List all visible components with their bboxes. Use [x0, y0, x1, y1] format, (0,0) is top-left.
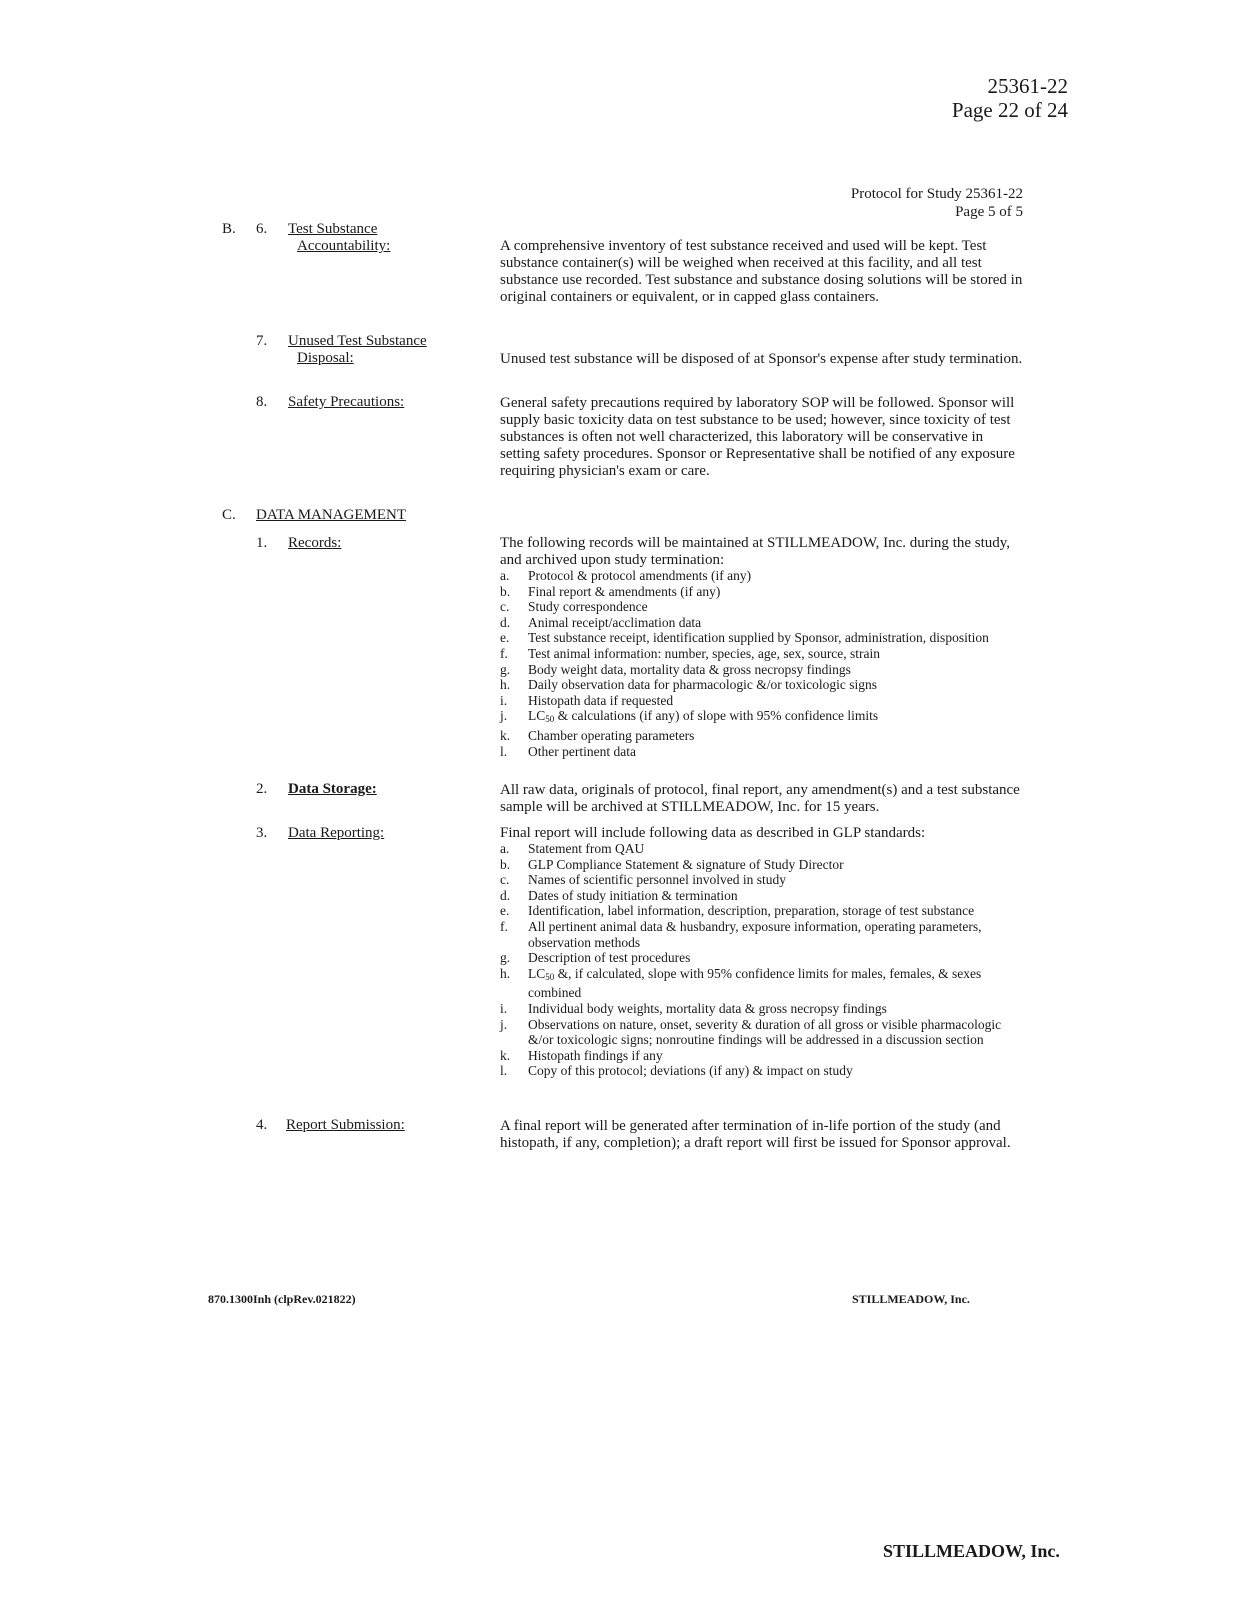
protocol-title: Protocol for Study 25361-22 [850, 186, 1023, 202]
list-item: e. Identification, label information, description, preparation, storage of test substance [500, 903, 975, 919]
item-heading: Accountability: [297, 238, 391, 254]
outer-footer-company: STILLMEADOW, Inc. [883, 1541, 1060, 1561]
page-label: Page 22 of 24 [951, 98, 1068, 122]
accountability-paragraph: A comprehensive inventory of test substance received and used will be kept. Test substance container(s) will be weighed when received at this facility, and all test substance use recorded. Test substance and substance dosing solutions will be stored in original containers or equivalent, or in capped glass containers. [500, 238, 1023, 305]
list-item: c. Names of scientific personnel involved in study [500, 872, 786, 888]
item-number: 3. [256, 825, 268, 841]
item-number: 7. [256, 333, 268, 349]
storage-paragraph: All raw data, originals of protocol, final report, any amendment(s) and a test substance sample will be archived at STILLMEADOW, Inc. for 15 years. [500, 782, 1020, 815]
list-item: j. Observations on nature, onset, severity & duration of all gross or visible pharmacologic &/or toxicologic signs; nonroutine findings will be addressed in a discussion section [500, 1016, 1002, 1048]
list-item: g. Description of test procedures [500, 950, 691, 966]
reporting-list [500, 841, 1025, 1079]
list-item: g. Body weight data, mortality data & gross necropsy findings [500, 661, 851, 677]
document-number: 25361-22 [987, 74, 1068, 98]
item-number: 1. [256, 535, 268, 551]
list-item: k. Histopath findings if any [500, 1047, 663, 1063]
item-heading: Unused Test Substance [288, 333, 427, 349]
list-item: j. $LC_{50}$ & calculations (if any) of slope with 95% confidence limits [500, 708, 879, 725]
list-item: l. Other pertinent data [500, 743, 636, 759]
section-c-letter: C. [222, 507, 236, 523]
records-intro: The following records will be maintained at STILLMEADOW, Inc. during the study, and archived upon study termination: [500, 535, 1011, 568]
item-number: 2. [256, 781, 268, 797]
item-number: 4. [256, 1117, 268, 1133]
section-c-title: DATA MANAGEMENT [256, 507, 407, 523]
list-item: f. All pertinent animal data & husbandry, exposure information, operating parameters, observation methods [500, 918, 982, 950]
list-item: d. Dates of study initiation & termination [500, 887, 738, 903]
safety-paragraph: General safety precautions required by laboratory SOP will be followed. Sponsor will supply basic toxicity data on test substance to be used; however, since toxicity of test substances is often not well characterized, this laboratory will be conservative in setting safety procedures. Sponsor or Representative shall be notified of any exposure requiring physician's exam or care. [500, 395, 1015, 479]
list-item: h. Daily observation data for pharmacologic &/or toxicologic signs [500, 677, 878, 693]
section-b-letter: B. [222, 221, 236, 237]
footer-company: STILLMEADOW, Inc. [852, 1292, 970, 1306]
list-item: a. Statement from QAU [500, 841, 645, 856]
records-heading: Records: [288, 535, 342, 551]
list-item: b. Final report & amendments (if any) [500, 583, 721, 599]
list-item: i. Individual body weights, mortality data & gross necropsy findings [500, 1000, 887, 1016]
item-number: 8. [256, 394, 268, 410]
footer-code: 870.1300Inh (clpRev.021822) [208, 1292, 356, 1306]
list-item: c. Study correspondence [500, 599, 648, 615]
list-item: d. Animal receipt/acclimation data [500, 614, 702, 630]
submission-heading: Report Submission: [286, 1117, 405, 1133]
reporting-intro: Final report will include following data as described in GLP standards: [500, 825, 926, 841]
disposal-paragraph: Unused test substance will be disposed of at Sponsor's expense after study termination. [500, 351, 1023, 367]
list-item: f. Test animal information: number, species, age, sex, source, strain [500, 645, 881, 661]
list-item: b. GLP Compliance Statement & signature of Study Director [500, 856, 844, 872]
item-heading: Safety Precautions: [288, 394, 405, 410]
list-item: k. Chamber operating parameters [500, 727, 695, 743]
list-item: a. Protocol & protocol amendments (if any) [500, 568, 752, 583]
protocol-page: Page 5 of 5 [955, 204, 1023, 220]
list-item: e. Test substance receipt, identification supplied by Sponsor, administration, disposition [500, 630, 989, 646]
item-number: 6. [256, 221, 268, 237]
list-item: h. $LC_{50}$ &, if calculated, slope with 95% confidence limits for males, females, & sexes combined [500, 965, 982, 1001]
item-heading: Test Substance [288, 221, 378, 237]
records-list [500, 568, 1025, 759]
storage-heading: Data Storage: [288, 781, 377, 797]
list-item: l. Copy of this protocol; deviations (if any) & impact on study [500, 1063, 853, 1079]
submission-paragraph: A final report will be generated after termination of in-life portion of the study (and histopath, if any, completion); a draft report will first be issued for Sponsor approval. [500, 1118, 1011, 1151]
item-heading: Disposal: [297, 350, 354, 366]
list-item: i. Histopath data if requested [500, 692, 674, 708]
reporting-heading: Data Reporting: [288, 825, 385, 841]
